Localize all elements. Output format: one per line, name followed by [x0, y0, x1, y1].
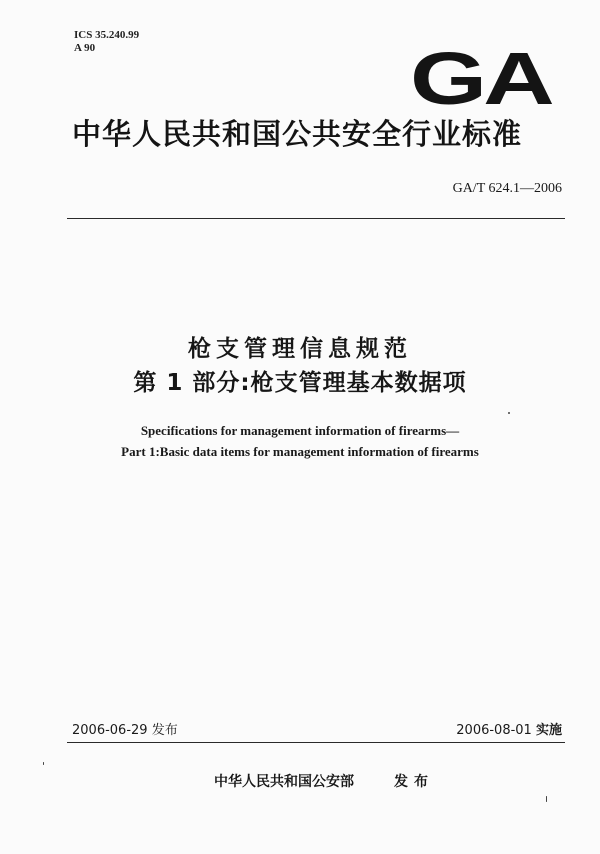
scan-speck	[43, 762, 44, 765]
title-cn-main: 枪支管理信息规范	[188, 336, 412, 362]
implementation-date	[400, 722, 562, 740]
ics-code: ICS 35.240.99	[74, 29, 140, 41]
implementation-date-label: 实施	[535, 723, 562, 738]
scan-speck	[546, 796, 547, 802]
title-en-main: Specifications for management information of firearms—	[140, 423, 460, 438]
bottom-divider	[67, 742, 565, 743]
publisher-action: 发布	[394, 774, 434, 790]
top-divider	[67, 218, 565, 219]
issue-date-value: 2006-06-29	[72, 723, 148, 738]
title-cn-part: 第 1 部分:枪支管理基本数据项	[133, 370, 467, 396]
scan-speck	[508, 412, 510, 414]
publisher-name: 中华人民共和国公安部	[214, 774, 354, 790]
title-en-part: Part 1:Basic data items for management information of firearms	[121, 444, 479, 459]
ccs-code: A 90	[74, 42, 96, 54]
implementation-date-value: 2006-08-01	[456, 723, 532, 738]
issue-date	[72, 722, 178, 740]
ga-logo: GA	[410, 37, 551, 120]
organization-title: 中华人民共和国公共安全行业标准	[72, 117, 523, 151]
standard-number: GA/T 624.1—2006	[452, 181, 562, 196]
issue-date-label: 发布	[151, 723, 178, 738]
